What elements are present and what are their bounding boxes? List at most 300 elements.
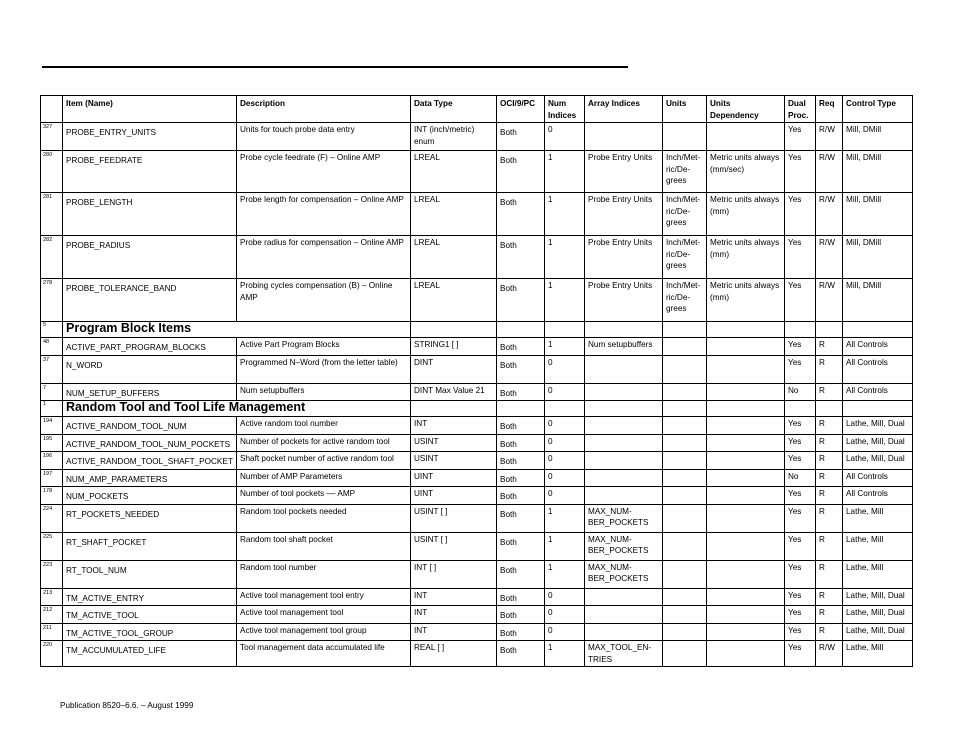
num-indices: 0 [545,487,585,505]
array-indices [585,123,663,151]
col-header-req: Req [816,96,843,123]
req-access: R/W [816,151,843,193]
item-name: NUM_POCKETS [63,487,237,505]
section-empty-cell [785,322,816,338]
item-description: Num setupbuffers [237,383,411,401]
section-empty-cell [843,401,913,417]
item-description: Programmed N–Word (from the letter table) [237,355,411,383]
table-body [41,123,913,667]
req-access: R [816,606,843,624]
units [663,417,707,435]
item-id: 281 [41,193,63,236]
array-indices: MAX_NUM-BER_POCKETS [585,532,663,560]
req-access: R [816,487,843,505]
req-access: R [816,338,843,356]
num-indices: 0 [545,123,585,151]
item-id: 225 [41,532,63,560]
section-id: 1 [41,401,63,417]
table-row [41,641,913,667]
item-name: ACTIVE_PART_PROGRAM_BLOCKS [63,338,237,356]
item-id: 195 [41,434,63,452]
table-row [41,606,913,624]
num-indices: 1 [545,532,585,560]
item-id: 282 [41,236,63,279]
item-description: Probe length for compensation – Online AMP [237,193,411,236]
table-header-row [41,96,913,123]
table-row [41,193,913,236]
control-type: Mill, DMill [843,193,913,236]
dual-proc: Yes [785,236,816,279]
data-type: USINT [ ] [411,532,497,560]
oci-value: Both [497,641,545,667]
req-access: R/W [816,279,843,322]
req-access: R [816,504,843,532]
col-header-description: Description [237,96,411,123]
units [663,504,707,532]
section-empty-cell [707,401,785,417]
oci-value: Both [497,151,545,193]
item-description: Active random tool number [237,417,411,435]
table-row [41,504,913,532]
oci-value: Both [497,606,545,624]
units-dependency [707,588,785,606]
dual-proc: Yes [785,452,816,470]
item-id: 48 [41,338,63,356]
oci-value: Both [497,623,545,641]
item-description: Random tool number [237,560,411,588]
num-indices: 1 [545,151,585,193]
num-indices: 1 [545,236,585,279]
control-type: Lathe, Mill [843,532,913,560]
table-row [41,452,913,470]
num-indices: 0 [545,417,585,435]
units: Inch/Met-ric/De-grees [663,236,707,279]
oci-value: Both [497,236,545,279]
array-indices: Probe Entry Units [585,151,663,193]
item-description: Number of tool pockets –– AMP [237,487,411,505]
oci-value: Both [497,417,545,435]
section-empty-cell [816,322,843,338]
req-access: R [816,452,843,470]
array-indices: Probe Entry Units [585,279,663,322]
item-id: 220 [41,641,63,667]
item-name: RT_POCKETS_NEEDED [63,504,237,532]
req-access: R [816,623,843,641]
item-name: TM_ACTIVE_ENTRY [63,588,237,606]
control-type: Lathe, Mill [843,641,913,667]
dual-proc: Yes [785,355,816,383]
item-id: 211 [41,623,63,641]
section-empty-cell [545,322,585,338]
table-row [41,588,913,606]
item-description: Random tool pockets needed [237,504,411,532]
item-description: Tool management data accumulated life [237,641,411,667]
item-name: NUM_AMP_PARAMETERS [63,469,237,487]
item-id: 212 [41,606,63,624]
col-header-units-dependency: Units Dependency [707,96,785,123]
col-header-id [41,96,63,123]
table-row [41,532,913,560]
array-indices: MAX_TOOL_EN-TRIES [585,641,663,667]
section-empty-cell [497,401,545,417]
array-indices [585,606,663,624]
col-header-control-type: Control Type [843,96,913,123]
oci-value: Both [497,434,545,452]
item-name: PROBE_TOLERANCE_BAND [63,279,237,322]
control-type: Mill, DMill [843,151,913,193]
dual-proc: Yes [785,151,816,193]
units [663,606,707,624]
data-type: INT [ ] [411,560,497,588]
table-row [41,434,913,452]
data-type: INT [411,588,497,606]
section-empty-cell [816,401,843,417]
data-type: STRING1 [ ] [411,338,497,356]
header-rule [42,66,628,68]
req-access: R [816,560,843,588]
req-access: R [816,588,843,606]
item-name: PROBE_LENGTH [63,193,237,236]
units-dependency [707,606,785,624]
req-access: R/W [816,123,843,151]
array-indices [585,588,663,606]
units-dependency: Metric units always (mm/sec) [707,151,785,193]
req-access: R [816,383,843,401]
table-row [41,623,913,641]
num-indices: 1 [545,560,585,588]
dual-proc: Yes [785,487,816,505]
array-indices [585,355,663,383]
array-indices: MAX_NUM-BER_POCKETS [585,504,663,532]
units [663,452,707,470]
item-description: Active tool management tool group [237,623,411,641]
item-id: 194 [41,417,63,435]
dual-proc: Yes [785,123,816,151]
dual-proc: Yes [785,588,816,606]
table-row [41,236,913,279]
units [663,532,707,560]
item-id: 278 [41,279,63,322]
section-title: Program Block Items [63,322,411,338]
oci-value: Both [497,279,545,322]
col-header-name: Item (Name) [63,96,237,123]
item-description: Active tool management tool [237,606,411,624]
item-name: ACTIVE_RANDOM_TOOL_NUM [63,417,237,435]
units [663,469,707,487]
dual-proc: Yes [785,279,816,322]
num-indices: 1 [545,279,585,322]
control-type: Mill, DMill [843,236,913,279]
control-type: Mill, DMill [843,279,913,322]
table-row [41,338,913,356]
dual-proc: No [785,469,816,487]
data-type: LREAL [411,279,497,322]
units-dependency [707,434,785,452]
table-row [41,560,913,588]
req-access: R/W [816,193,843,236]
units-dependency [707,641,785,667]
units [663,487,707,505]
data-type: USINT [411,434,497,452]
dual-proc: Yes [785,623,816,641]
section-empty-cell [411,401,497,417]
num-indices: 0 [545,452,585,470]
control-type: Lathe, Mill, Dual [843,588,913,606]
req-access: R [816,434,843,452]
col-header-data-type: Data Type [411,96,497,123]
array-indices: Probe Entry Units [585,236,663,279]
section-header-row [41,401,913,417]
table-row [41,469,913,487]
table-row [41,279,913,322]
table-row [41,417,913,435]
control-type: All Controls [843,487,913,505]
oci-value: Both [497,532,545,560]
units [663,434,707,452]
num-indices: 1 [545,338,585,356]
item-id: 178 [41,487,63,505]
control-type: Lathe, Mill, Dual [843,606,913,624]
oci-value: Both [497,193,545,236]
req-access: R [816,532,843,560]
item-id: 196 [41,452,63,470]
item-description: Probe cycle feedrate (F) – Online AMP [237,151,411,193]
control-type: Mill, DMill [843,123,913,151]
control-type: All Controls [843,383,913,401]
num-indices: 1 [545,504,585,532]
item-name: PROBE_RADIUS [63,236,237,279]
array-indices: Num setupbuffers [585,338,663,356]
array-indices [585,434,663,452]
units [663,641,707,667]
data-type: USINT [ ] [411,504,497,532]
item-description: Active Part Program Blocks [237,338,411,356]
item-name: NUM_SETUP_BUFFERS [63,383,237,401]
section-title: Random Tool and Tool Life Management [63,401,411,417]
units-dependency [707,123,785,151]
array-indices [585,623,663,641]
units: Inch/Met-ric/De-grees [663,151,707,193]
oci-value: Both [497,355,545,383]
item-description: Random tool shaft pocket [237,532,411,560]
item-id: 327 [41,123,63,151]
data-type: UINT [411,487,497,505]
item-description: Probing cycles compensation (B) – Online AMP [237,279,411,322]
data-type: INT [411,623,497,641]
data-type: LREAL [411,193,497,236]
oci-value: Both [497,383,545,401]
units [663,338,707,356]
array-indices [585,487,663,505]
col-header-num-indices: Num Indices [545,96,585,123]
dual-proc: Yes [785,560,816,588]
units-dependency [707,383,785,401]
num-indices: 0 [545,383,585,401]
oci-value: Both [497,123,545,151]
item-description: Active tool management tool entry [237,588,411,606]
section-empty-cell [663,322,707,338]
section-empty-cell [585,322,663,338]
oci-value: Both [497,504,545,532]
item-name: ACTIVE_RANDOM_TOOL_SHAFT_POCKET [63,452,237,470]
item-name: RT_TOOL_NUM [63,560,237,588]
units: Inch/Met-ric/De-grees [663,279,707,322]
num-indices: 0 [545,434,585,452]
data-type: LREAL [411,151,497,193]
item-name: PROBE_ENTRY_UNITS [63,123,237,151]
control-type: Lathe, Mill, Dual [843,434,913,452]
units-dependency [707,504,785,532]
item-description: Units for touch probe data entry [237,123,411,151]
oci-value: Both [497,338,545,356]
section-empty-cell [411,322,497,338]
oci-value: Both [497,588,545,606]
dual-proc: Yes [785,504,816,532]
units-dependency [707,560,785,588]
item-name: RT_SHAFT_POCKET [63,532,237,560]
units-dependency [707,417,785,435]
data-items-table [40,95,913,667]
units [663,123,707,151]
num-indices: 0 [545,355,585,383]
units-dependency: Metric units always (mm) [707,193,785,236]
section-empty-cell [785,401,816,417]
req-access: R [816,469,843,487]
section-empty-cell [585,401,663,417]
array-indices: Probe Entry Units [585,193,663,236]
units [663,588,707,606]
item-name: TM_ACTIVE_TOOL [63,606,237,624]
units-dependency [707,532,785,560]
col-header-dual-proc: Dual Proc. [785,96,816,123]
section-empty-cell [497,322,545,338]
units-dependency [707,452,785,470]
dual-proc: Yes [785,434,816,452]
section-empty-cell [707,322,785,338]
section-empty-cell [843,322,913,338]
col-header-oci: OCI/9/PC [497,96,545,123]
section-id: 5 [41,322,63,338]
table-row [41,355,913,383]
section-empty-cell [663,401,707,417]
data-type: LREAL [411,236,497,279]
control-type: Lathe, Mill, Dual [843,452,913,470]
data-type: DINT [411,355,497,383]
num-indices: 1 [545,641,585,667]
item-name: TM_ACTIVE_TOOL_GROUP [63,623,237,641]
dual-proc: Yes [785,641,816,667]
units-dependency [707,338,785,356]
dual-proc: Yes [785,338,816,356]
col-header-array-indices: Array Indices [585,96,663,123]
data-type: INT [411,417,497,435]
array-indices [585,469,663,487]
oci-value: Both [497,487,545,505]
data-type: DINT Max Value 21 [411,383,497,401]
section-empty-cell [545,401,585,417]
dual-proc: Yes [785,417,816,435]
data-type: USINT [411,452,497,470]
units-dependency [707,355,785,383]
control-type: Lathe, Mill, Dual [843,623,913,641]
units-dependency: Metric units always (mm) [707,236,785,279]
array-indices [585,383,663,401]
col-header-units: Units [663,96,707,123]
control-type: All Controls [843,469,913,487]
oci-value: Both [497,560,545,588]
item-id: 197 [41,469,63,487]
num-indices: 0 [545,469,585,487]
item-id: 224 [41,504,63,532]
units-dependency: Metric units always (mm) [707,279,785,322]
req-access: R/W [816,236,843,279]
dual-proc: Yes [785,193,816,236]
control-type: Lathe, Mill [843,504,913,532]
dual-proc: Yes [785,606,816,624]
item-description: Number of pockets for active random tool [237,434,411,452]
item-id: 223 [41,560,63,588]
item-name: N_WORD [63,355,237,383]
array-indices [585,417,663,435]
table-row [41,487,913,505]
dual-proc: Yes [785,532,816,560]
units [663,560,707,588]
req-access: R [816,355,843,383]
control-type: All Controls [843,355,913,383]
req-access: R/W [816,641,843,667]
array-indices: MAX_NUM-BER_POCKETS [585,560,663,588]
num-indices: 1 [545,193,585,236]
data-type: INT [411,606,497,624]
num-indices: 0 [545,588,585,606]
control-type: All Controls [843,338,913,356]
oci-value: Both [497,452,545,470]
control-type: Lathe, Mill [843,560,913,588]
array-indices [585,452,663,470]
dual-proc: No [785,383,816,401]
publication-footer: Publication 8520–6.6. – August 1999 [60,701,194,710]
control-type: Lathe, Mill, Dual [843,417,913,435]
data-type: REAL [ ] [411,641,497,667]
item-description: Shaft pocket number of active random tool [237,452,411,470]
item-id: 7 [41,383,63,401]
data-type: UINT [411,469,497,487]
num-indices: 0 [545,606,585,624]
units-dependency [707,469,785,487]
item-description: Probe radius for compensation – Online AMP [237,236,411,279]
data-type: INT (inch/metric) enum [411,123,497,151]
oci-value: Both [497,469,545,487]
units-dependency [707,623,785,641]
num-indices: 0 [545,623,585,641]
item-id: 37 [41,355,63,383]
section-header-row [41,322,913,338]
table-row [41,151,913,193]
item-name: ACTIVE_RANDOM_TOOL_NUM_POCKETS [63,434,237,452]
req-access: R [816,417,843,435]
units: Inch/Met-ric/De-grees [663,193,707,236]
item-id: 213 [41,588,63,606]
item-name: PROBE_FEEDRATE [63,151,237,193]
units [663,623,707,641]
units [663,355,707,383]
item-description: Number of AMP Parameters [237,469,411,487]
item-name: TM_ACCUMULATED_LIFE [63,641,237,667]
units [663,383,707,401]
item-id: 280 [41,151,63,193]
units-dependency [707,487,785,505]
table-row [41,123,913,151]
